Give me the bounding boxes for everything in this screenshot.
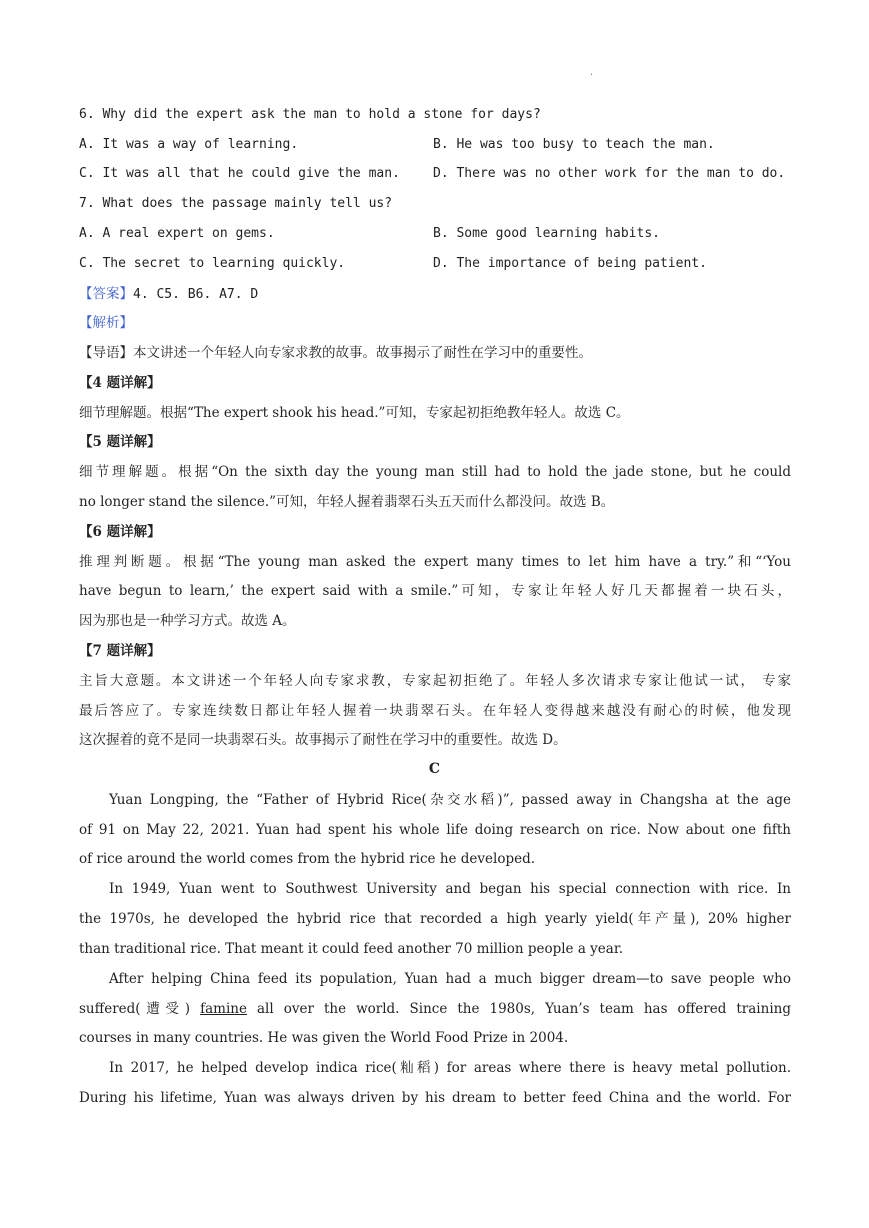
header-mark: · <box>590 70 594 81</box>
answer-line <box>79 284 791 305</box>
question-6-stem: 6. Why did the expert ask the man to hold a stone for days? <box>79 107 541 122</box>
detail-6-heading: 【6 题详解】 <box>79 524 161 540</box>
question-7-option-b: B. Some good learning habits. <box>433 226 660 241</box>
question-7-stem: 7. What does the passage mainly tell us? <box>79 196 393 211</box>
passage-p3-line-3: courses in many countries. He was given the World Food Prize in 2004. <box>79 1030 569 1046</box>
analysis-tag: 【解析】 <box>79 315 133 331</box>
detail-4-heading: 【4 题详解】 <box>79 375 161 391</box>
detail-6-line-2: have begun to learn,’ the expert said with a smile.”可知，专家让年轻人好几天都握着一块石头， <box>79 583 791 599</box>
question-7-option-a: A. A real expert on gems. <box>79 226 275 241</box>
answer-tag: 【答案】 <box>79 286 133 302</box>
detail-6-line-3: 因为那也是一种学习方式。故选 A。 <box>79 613 296 629</box>
detail-5-line-2: no longer stand the silence.”可知，年轻人握着翡翠石头五天而什么都没问。故选 B。 <box>79 494 615 510</box>
question-6-option-c: C. It was all that he could give the man. <box>79 166 400 181</box>
section-letter: C <box>428 761 441 777</box>
passage-p4-line-2: During his lifetime, Yuan was always driven by his dream to better feed China and the world. For <box>79 1090 791 1106</box>
detail-4-line-1: 细节理解题。根据“The expert shook his head.”可知，专家起初拒绝教年轻人。故选 C。 <box>79 405 630 421</box>
detail-5-heading: 【5 题详解】 <box>79 434 161 450</box>
passage-p3-line-2: suffered(遭受) famine all over the world. Since the 1980s, Yuan’s team has offered training <box>79 1001 791 1017</box>
question-7-option-c: C. The secret to learning quickly. <box>79 256 346 271</box>
question-6-option-d: D. There was no other work for the man to do. <box>433 166 786 181</box>
detail-7-line-1: 主旨大意题。本文讲述一个年轻人向专家求教，专家起初拒绝了。年轻人多次请求专家让他试一试， 专家 <box>79 673 791 689</box>
detail-7-line-3: 这次握着的竟不是同一块翡翠石头。故事揭示了耐性在学习中的重要性。故选 D。 <box>79 732 567 748</box>
detail-7-heading: 【7 题详解】 <box>79 643 161 659</box>
guide-text: 【导语】本文讲述一个年轻人向专家求教的故事。故事揭示了耐性在学习中的重要性。 <box>79 345 592 361</box>
detail-7-line-2: 最后答应了。专家连续数日都让年轻人握着一块翡翠石头。在年轻人变得越来越没有耐心的时候，他发现 <box>79 703 791 719</box>
question-6-option-b: B. He was too busy to teach the man. <box>433 137 715 152</box>
passage-p1-line-1: Yuan Longping, the “Father of Hybrid Rice(杂交水稻)”, passed away in Changsha at the age <box>109 792 791 808</box>
question-7-option-d: D. The importance of being patient. <box>433 256 707 271</box>
passage-p2-line-2: the 1970s, he developed the hybrid rice that recorded a high yearly yield(年产量), 20% higher <box>79 911 791 927</box>
underlined-word-famine: famine <box>200 1001 247 1017</box>
passage-p1-line-3: of rice around the world comes from the hybrid rice he developed. <box>79 851 536 867</box>
passage-p2-line-3: than traditional rice. That meant it could feed another 70 million people a year. <box>79 941 624 957</box>
passage-p2-line-1: In 1949, Yuan went to Southwest University and began his special connection with rice. In <box>109 881 791 897</box>
detail-5-line-1: 细节理解题。根据“On the sixth day the young man still had to hold the jade stone, but he could <box>79 464 791 480</box>
answer-text: 4. C5. B6. A7. D <box>133 287 259 302</box>
passage-p1-line-2: of 91 on May 22, 2021. Yuan had spent his whole life doing research on rice. Now about one fifth <box>79 822 791 838</box>
detail-6-line-1: 推理判断题。根据“The young man asked the expert many times to let him have a try.”和“‘You <box>79 554 791 570</box>
passage-p4-line-1: In 2017, he helped develop indica rice(籼稻) for areas where there is heavy metal pollution. <box>109 1060 791 1076</box>
question-6-option-a: A. It was a way of learning. <box>79 137 299 152</box>
passage-p3-line-1: After helping China feed its population, Yuan had a much bigger dream—to save people who <box>109 971 791 987</box>
